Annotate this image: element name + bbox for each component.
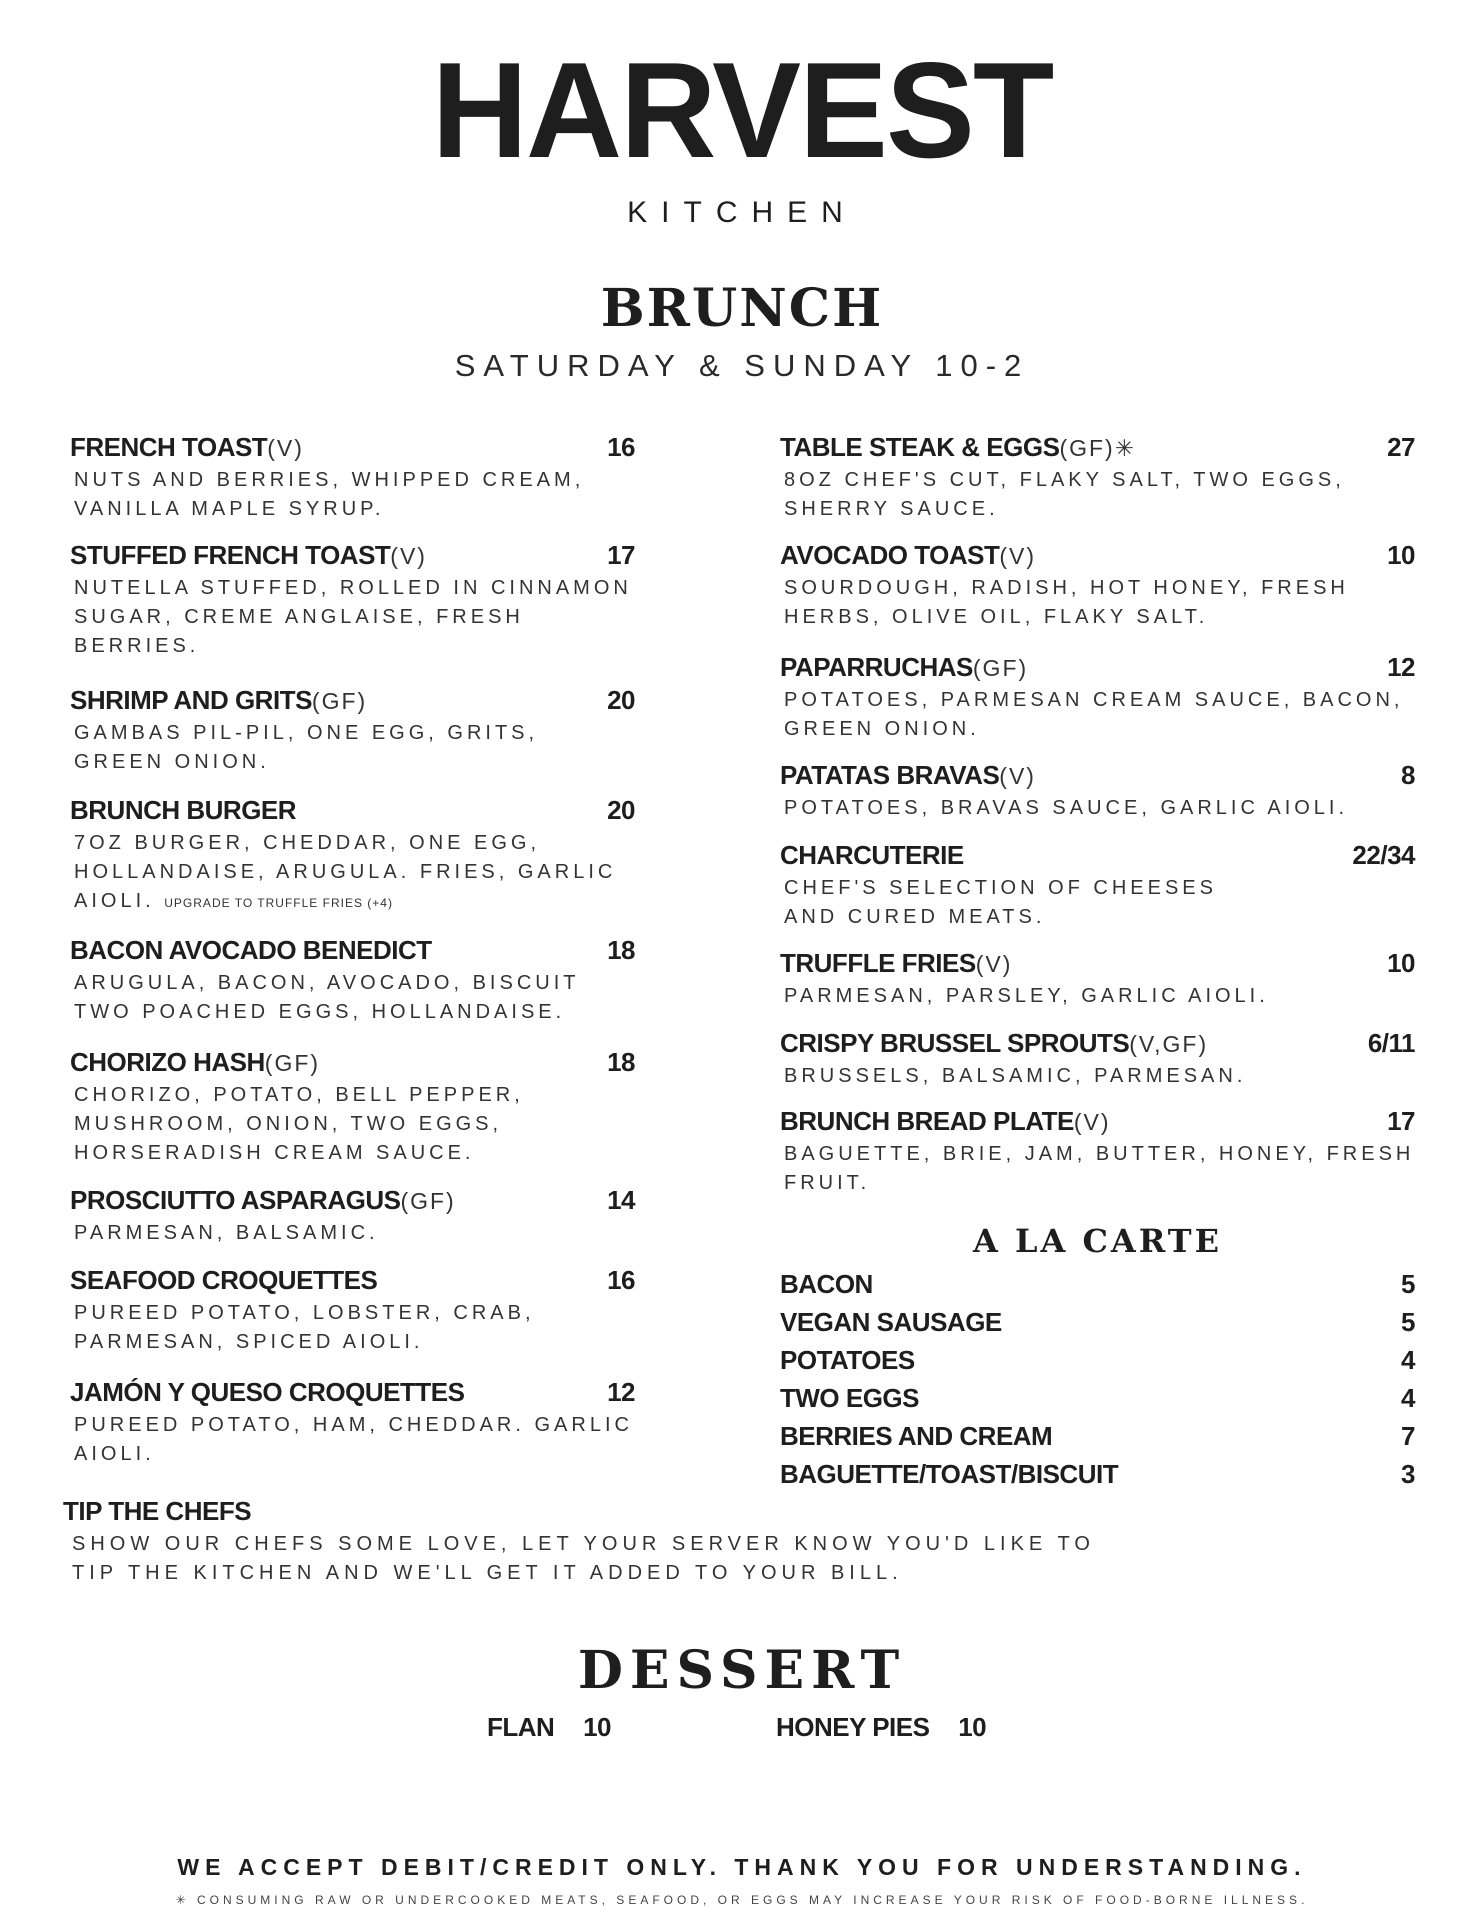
item-price: 17 — [1387, 1106, 1415, 1136]
item-price: 12 — [607, 1377, 635, 1407]
item-price: 22/34 — [1352, 840, 1415, 870]
item-price: 14 — [607, 1185, 635, 1215]
item-tag: (GF) — [311, 688, 368, 714]
tip-line: SHOW OUR CHEFS SOME LOVE, LET YOUR SERVER KNOW YOU'D LIKE TO — [72, 1533, 1095, 1555]
item-price: 20 — [607, 685, 635, 715]
right-menu-column — [780, 432, 1415, 1196]
item-name: CHARCUTERIE — [780, 840, 964, 870]
item-upgrade-note: UPGRADE TO TRUFFLE FRIES (+4) — [164, 896, 393, 910]
item-description: BRUSSELS, BALSAMIC, PARMESAN. — [784, 1065, 1247, 1087]
item-price: 17 — [607, 540, 635, 570]
menu-item — [780, 1028, 1415, 1106]
item-price: 5 — [1401, 1307, 1415, 1337]
item-tag: (V,GF) — [1129, 1031, 1209, 1057]
tip-line: TIP THE KITCHEN AND WE'LL GET IT ADDED TO YOUR BILL. — [72, 1562, 903, 1584]
item-description: NUTS AND BERRIES, WHIPPED CREAM, VANILLA MAPLE SYRUP. — [74, 469, 585, 520]
item-tag: (V) — [1073, 1109, 1111, 1135]
item-price: 10 — [1387, 540, 1415, 570]
tip-title: TIP THE CHEFS — [63, 1496, 252, 1526]
item-price: 20 — [607, 795, 635, 825]
item-name: FRENCH TOAST(V) — [70, 432, 304, 462]
menu-item — [780, 1106, 1415, 1196]
item-tag: (GF) — [972, 655, 1029, 681]
item-description: PUREED POTATO, HAM, CHEDDAR. GARLIC AIOLI. — [74, 1414, 633, 1465]
a-la-carte-item — [780, 1307, 1415, 1345]
item-tag: (V) — [999, 543, 1036, 569]
item-name: POTATOES — [780, 1345, 915, 1375]
item-tag: (V) — [999, 763, 1036, 789]
a-la-carte-list — [780, 1269, 1415, 1497]
menu-item — [70, 432, 635, 540]
item-description: 8OZ CHEF'S CUT, FLAKY SALT, TWO EGGS, SHERRY SAUCE. — [784, 469, 1345, 520]
logo-harvest: HARVEST — [431, 34, 1053, 186]
item-name: AVOCADO TOAST(V) — [780, 540, 1036, 570]
item-price: 18 — [607, 1047, 635, 1077]
dessert-item-flan — [487, 1712, 611, 1743]
left-menu-column — [70, 432, 635, 1467]
menu-item — [780, 432, 1415, 540]
item-price: 4 — [1401, 1345, 1415, 1375]
item-description: NUTELLA STUFFED, ROLLED IN CINNAMON SUGAR, CREME ANGLAISE, FRESH BERRIES. — [74, 577, 632, 657]
item-description: PUREED POTATO, LOBSTER, CRAB, PARMESAN, SPICED AIOLI. — [74, 1302, 535, 1353]
dessert-title: DESSERT — [577, 1640, 907, 1701]
item-name: FLAN — [487, 1712, 555, 1742]
item-description: 7OZ BURGER, CHEDDAR, ONE EGG, HOLLANDAISE, ARUGULA. FRIES, GARLIC AIOLI. UPGRADE TO TRUFFLE FRIES (+4) — [74, 832, 617, 912]
item-price: 6/11 — [1367, 1028, 1415, 1058]
a-la-carte-item — [780, 1459, 1415, 1497]
item-price: 7 — [1401, 1421, 1415, 1451]
item-description: ARUGULA, BACON, AVOCADO, BISCUIT TWO POACHED EGGS, HOLLANDAISE. — [74, 972, 580, 1023]
a-la-carte-item — [780, 1345, 1415, 1383]
a-la-carte-item — [780, 1421, 1415, 1459]
menu-item — [70, 795, 635, 935]
a-la-carte-item — [780, 1383, 1415, 1421]
page-subtitle: SATURDAY & SUNDAY 10-2 — [454, 348, 1030, 383]
item-description: CHEF'S SELECTION OF CHEESES AND CURED MEATS. — [784, 877, 1217, 928]
menu-item — [780, 948, 1415, 1028]
item-price: 8 — [1401, 760, 1415, 790]
menu-item — [70, 935, 635, 1047]
item-name: HONEY PIES — [776, 1712, 930, 1742]
menu-item — [780, 540, 1415, 652]
item-name: CRISPY BRUSSEL SPROUTS(V,GF) — [780, 1028, 1209, 1058]
menu-item — [780, 760, 1415, 840]
item-name: TABLE STEAK & EGGS(GF)✳ — [780, 432, 1136, 462]
item-name: PATATAS BRAVAS(V) — [780, 760, 1036, 790]
item-description: SOURDOUGH, RADISH, HOT HONEY, FRESH HERBS, OLIVE OIL, FLAKY SALT. — [784, 577, 1349, 628]
item-tag: (V) — [390, 543, 427, 569]
item-name: BRUNCH BURGER — [70, 795, 297, 825]
dessert-item-honey-pies — [776, 1712, 986, 1743]
menu-item — [70, 1047, 635, 1185]
menu-item — [780, 840, 1415, 948]
item-description: GAMBAS PIL-PIL, ONE EGG, GRITS, GREEN ONION. — [74, 722, 539, 773]
item-price: 10 — [583, 1712, 611, 1742]
menu-item — [70, 1265, 635, 1377]
item-description: POTATOES, PARMESAN CREAM SAUCE, BACON, GREEN ONION. — [784, 689, 1404, 740]
payment-notice: WE ACCEPT DEBIT/CREDIT ONLY. THANK YOU FOR UNDERSTANDING. — [177, 1854, 1307, 1880]
item-tag: (GF)✳ — [1059, 435, 1136, 461]
item-name: BACON — [780, 1269, 873, 1299]
item-price: 4 — [1401, 1383, 1415, 1413]
item-description: CHORIZO, POTATO, BELL PEPPER, MUSHROOM, ONION, TWO EGGS, HORSERADISH CREAM SAUCE. — [74, 1084, 524, 1164]
item-description: POTATOES, BRAVAS SAUCE, GARLIC AIOLI. — [784, 797, 1349, 819]
a-la-carte-item — [780, 1269, 1415, 1307]
logo-kitchen: KITCHEN — [627, 196, 857, 229]
item-price: 16 — [607, 1265, 635, 1295]
health-disclaimer: ✳ CONSUMING RAW OR UNDERCOOKED MEATS, SEAFOOD, OR EGGS MAY INCREASE YOUR RISK OF FOOD-BORNE ILLNESS. — [175, 1893, 1309, 1907]
tip-description — [72, 1530, 1372, 1588]
menu-item — [780, 652, 1415, 760]
item-name: BACON AVOCADO BENEDICT — [70, 935, 432, 965]
item-description: PARMESAN, BALSAMIC. — [74, 1222, 379, 1244]
menu-item — [70, 685, 635, 795]
page-title: BRUNCH — [600, 278, 884, 339]
item-price: 10 — [1387, 948, 1415, 978]
item-name: TRUFFLE FRIES(V) — [780, 948, 1013, 978]
item-price: 3 — [1401, 1459, 1415, 1489]
menu-item — [70, 1185, 635, 1265]
menu-item — [70, 540, 635, 685]
item-name: BRUNCH BREAD PLATE(V) — [780, 1106, 1111, 1136]
item-tag: (V) — [267, 435, 304, 461]
menu-item — [70, 1377, 635, 1467]
item-name: SHRIMP AND GRITS(GF) — [70, 685, 368, 715]
item-name: SEAFOOD CROQUETTES — [70, 1265, 378, 1295]
item-name: STUFFED FRENCH TOAST(V) — [70, 540, 427, 570]
item-description: PARMESAN, PARSLEY, GARLIC AIOLI. — [784, 985, 1269, 1007]
item-name: JAMÓN Y QUESO CROQUETTES — [70, 1377, 465, 1407]
item-tag: (GF) — [264, 1050, 321, 1076]
item-price: 16 — [607, 432, 635, 462]
item-name: BAGUETTE/TOAST/BISCUIT — [780, 1459, 1119, 1489]
item-name: VEGAN SAUSAGE — [780, 1307, 1002, 1337]
item-name: PAPARRUCHAS(GF) — [780, 652, 1029, 682]
item-price: 12 — [1387, 652, 1415, 682]
item-description: BAGUETTE, BRIE, JAM, BUTTER, HONEY, FRESH FRUIT. — [784, 1143, 1415, 1194]
item-tag: (GF) — [400, 1188, 456, 1214]
item-price: 10 — [958, 1712, 987, 1742]
item-tag: (V) — [975, 951, 1013, 977]
item-price: 18 — [607, 935, 635, 965]
item-price: 27 — [1387, 432, 1415, 462]
item-name: BERRIES AND CREAM — [780, 1421, 1053, 1451]
item-name: CHORIZO HASH(GF) — [70, 1047, 321, 1077]
item-name: PROSCIUTTO ASPARAGUS(GF) — [70, 1185, 456, 1215]
a-la-carte-title: A LA CARTE — [973, 1222, 1222, 1260]
item-price: 5 — [1401, 1269, 1415, 1299]
item-name: TWO EGGS — [780, 1383, 919, 1413]
